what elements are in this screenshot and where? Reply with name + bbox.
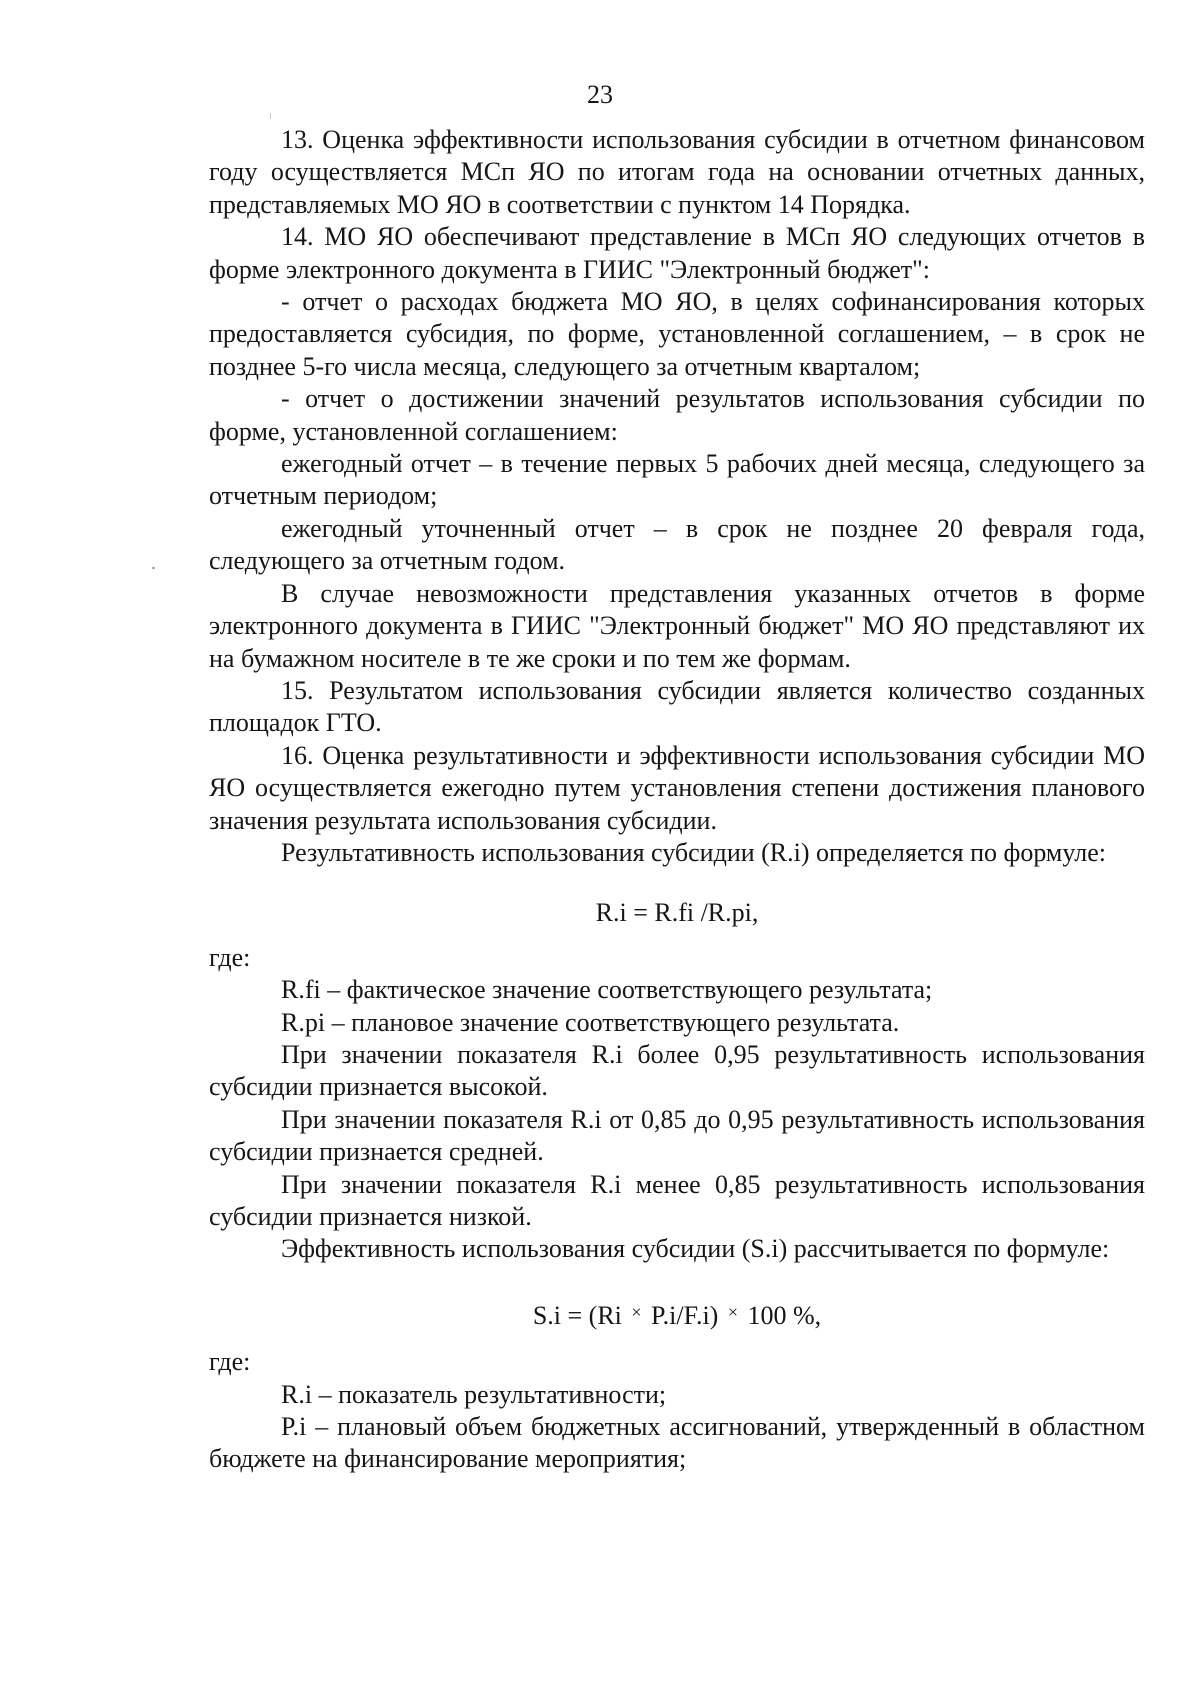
efficiency-intro: Эффективность использования субсидии (S.i) рассчитывается по формуле: <box>281 1234 1110 1264</box>
paragraph-14-paper-fallback: В случае невозможности представления указанных отчетов в форме электронного документа в ГИИС "Электронный бюджет" МО ЯО представляют их на бумажном носителе в те же сроки и по тем же формам. <box>209 578 1145 673</box>
threshold-medium: При значении показателя R.i от 0,85 до 0,95 результативность использования субсидии признается средней. <box>209 1104 1145 1167</box>
scan-artifact <box>270 113 271 119</box>
paragraph-16: 16. Оценка результативности и эффективности использования субсидии МО ЯО осуществляется ежегодно путем установления степени достижения планового значения результата использования субсидии. <box>209 740 1145 835</box>
paragraph-14-annual-updated-report: ежегодный уточненный отчет – в срок не позднее 20 февраля года, следующего за отчетным годом. <box>209 513 1145 576</box>
formula-efficiency-part-2: P.i/F.i) <box>651 1300 719 1330</box>
definition-pi: P.i – плановый объем бюджетных ассигнований, утвержденный в областном бюджете на финансирование мероприятия; <box>209 1412 1145 1474</box>
formula-efficiency-part-3: 100 %, <box>747 1300 822 1330</box>
scan-artifact <box>152 567 155 569</box>
paragraph-14-annual-report: ежегодный отчет – в течение первых 5 рабочих дней месяца, следующего за отчетным периодом; <box>209 449 1145 511</box>
formula-efficiency-part-1: S.i = (Ri <box>532 1300 622 1330</box>
threshold-low: При значении показателя R.i менее 0,85 результативность использования субсидии признается низкой. <box>209 1169 1145 1231</box>
document-body <box>209 124 1145 1476</box>
where-label: где: <box>209 1347 251 1377</box>
multiply-sign: × <box>727 1301 738 1322</box>
where-label: где: <box>209 942 251 972</box>
formula-efficiency <box>209 1300 1145 1334</box>
paragraph-14: 14. МО ЯО обеспечивают представление в МСп ЯО следующих отчетов в форме электронного документа в ГИИС "Электронный бюджет": <box>209 222 1145 284</box>
paragraph-14-expense-report: - отчет о расходах бюджета МО ЯО, в целях софинансирования которых предоставляется субсидия, по форме, установленной соглашением, – в срок не позднее 5-го числа месяца, следующего за отчетным кварталом; <box>209 287 1145 381</box>
threshold-high: При значении показателя R.i более 0,95 результативность использования субсидии признается высокой. <box>209 1039 1145 1102</box>
definition-ri: R.i – показатель результативности; <box>281 1379 667 1409</box>
formula-result-index: R.i = R.fi /R.pi, <box>595 898 759 928</box>
paragraph-13: 13. Оценка эффективности использования субсидии в отчетном финансовом году осуществляется МСп ЯО по итогам года на основании отчетных данных, представляемых МО ЯО в соответствии с пунктом 14 Порядка. <box>209 125 1145 219</box>
definition-rfi: R.fi – фактическое значение соответствующего результата; <box>281 975 933 1005</box>
definition-rpi: R.pi – плановое значение соответствующего результата. <box>281 1007 900 1037</box>
paragraph-15: 15. Результатом использования субсидии является количество созданных площадок ГТО. <box>209 675 1145 738</box>
page-number: 23 <box>587 80 613 109</box>
paragraph-14-results-report: - отчет о достижении значений результатов использования субсидии по форме, установленной соглашением: <box>209 384 1145 446</box>
multiply-sign: × <box>631 1301 642 1322</box>
paragraph-16-effectiveness-intro: Результативность использования субсидии (R.i) определяется по формуле: <box>281 837 1106 867</box>
